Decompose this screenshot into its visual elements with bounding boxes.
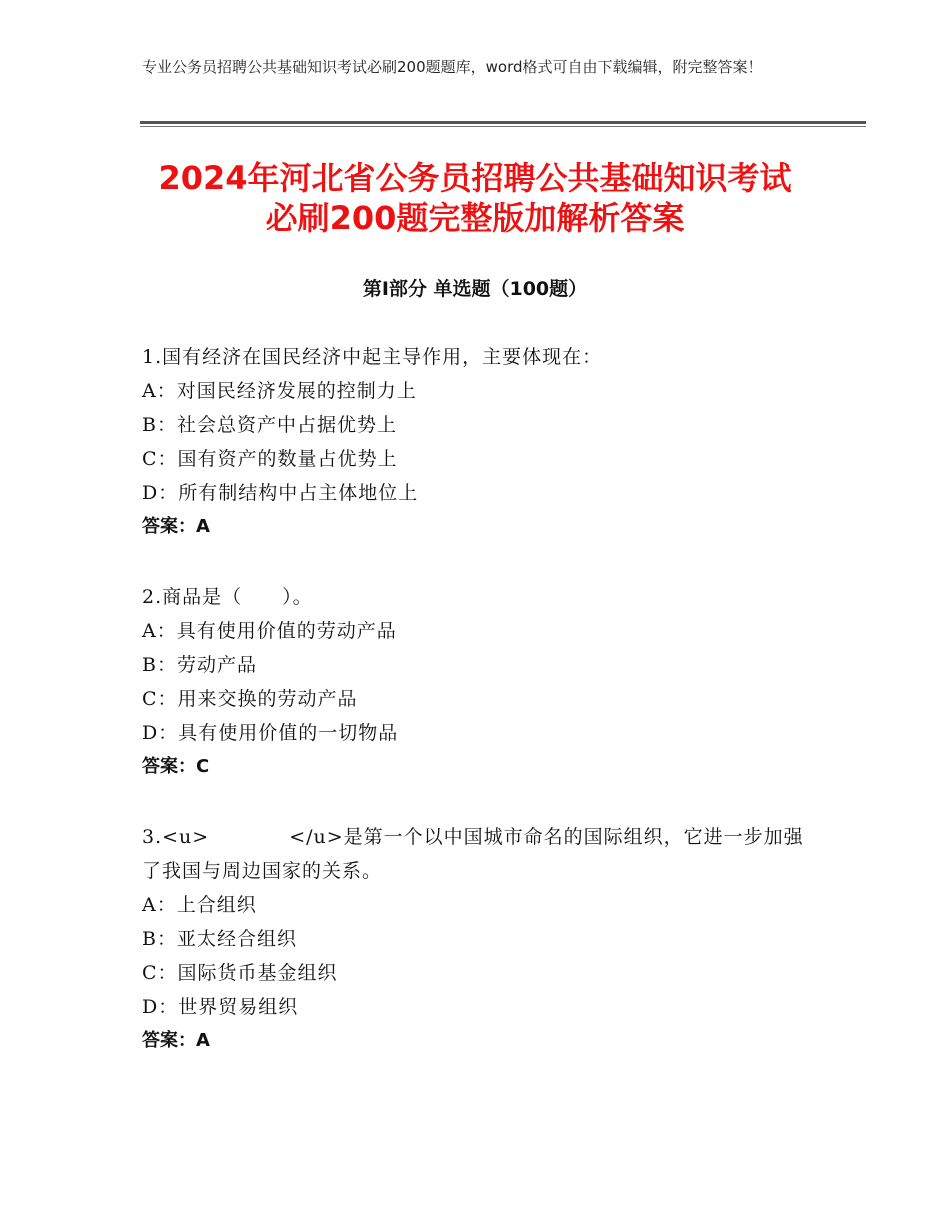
option-a: A：具有使用价值的劳动产品 (142, 620, 397, 642)
option-a: A：对国民经济发展的控制力上 (142, 380, 417, 402)
question-2 (142, 580, 822, 784)
header-divider-thin (140, 126, 866, 127)
option-d: D：所有制结构中占主体地位上 (142, 482, 419, 504)
document-title (100, 158, 850, 238)
question-stem: 3.<u> </u>是第一个以中国城市命名的国际组织，它进一步加强了我国与周边国家的关系。 (142, 826, 804, 882)
section-heading: 第Ⅰ部分 单选题（100题） (362, 278, 588, 300)
header-divider-thick (140, 121, 866, 124)
option-b: B：社会总资产中占据优势上 (142, 414, 397, 436)
question-stem: 1.国有经济在国民经济中起主导作用，主要体现在： (142, 346, 603, 368)
option-d: D：世界贸易组织 (142, 996, 299, 1018)
option-b: B：亚太经合组织 (142, 928, 297, 950)
option-a: A：上合组织 (142, 894, 257, 916)
answer: 答案：A (142, 1030, 210, 1051)
document-title-line-2: 必刷200题完整版加解析答案 (265, 199, 685, 237)
answer: 答案：A (142, 516, 210, 537)
option-c: C：国际货币基金组织 (142, 962, 338, 984)
option-b: B：劳动产品 (142, 654, 257, 676)
option-c: C：用来交换的劳动产品 (142, 688, 358, 710)
question-stem: 2.商品是（ ）。 (142, 586, 313, 608)
question-1 (142, 340, 822, 544)
header-note: 专业公务员招聘公共基础知识考试必刷200题题库，word格式可自由下载编辑，附完整答案！ (142, 58, 763, 76)
option-d: D：具有使用价值的一切物品 (142, 722, 399, 744)
question-3 (142, 820, 822, 1058)
document-title-line-1: 2024年河北省公务员招聘公共基础知识考试 (158, 159, 792, 197)
answer: 答案：C (142, 756, 210, 777)
option-c: C：国有资产的数量占优势上 (142, 448, 398, 470)
